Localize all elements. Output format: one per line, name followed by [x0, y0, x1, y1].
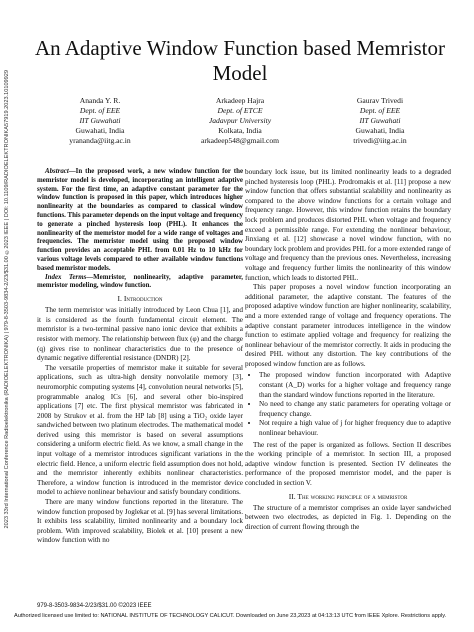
author-name: Arkadeep Hajra [215, 96, 265, 105]
author-city: Kolkata, India [218, 126, 262, 135]
paragraph: The rest of the paper is organized as follows. Section II describes the working principle of a memristor. In section III, a proposed adaptive window function is presented. Section IV delineates the performance of the proposed memristor model, and the paper is concluded in section V. [245, 440, 451, 487]
author-name: Gaurav Trivedi [356, 96, 404, 105]
left-column [37, 168, 243, 546]
author-institution: IIT Guwahati [79, 116, 121, 125]
author-city: Guwahati, India [355, 126, 405, 135]
paper-title: An Adaptive Window Function based Memristor Model [35, 36, 445, 85]
author-2 [180, 96, 300, 146]
author-email: trivedi@iitg.ac.in [353, 136, 407, 145]
list-item: • The proposed window function incorporated with Adaptive constant (A_D) works for a higher voltage and frequency range than the standard window functions reported in the literature. [259, 371, 451, 400]
abstract-text: —In the proposed work, a new window function for the memristor model is developed, incorporating an intelligent adaptive system. For the first time, an adaptive constant parameter for the window function is proposed in this paper, which introduces higher nonlinearity at the boundaries as compared to classical window functions. This parameter depends on the input voltage and frequency to generate a pinched hysteresis loop (PHL). It enhances the nonlinearity of the memristor model for a wide range of voltages and frequencies. The memristor model using the proposed window function provides an acceptable PHL from 0.01 Hz to 10 kHz for various voltage levels compared to other available window functions based memristor models. [37, 168, 243, 272]
author-city: Guwahati, India [75, 126, 125, 135]
author-institution: Jadavpur University [208, 116, 272, 125]
right-column [245, 168, 451, 532]
list-item: • No need to change any static parameters for operating voltage or frequency change. [259, 400, 451, 419]
paragraph: The structure of a memristor comprises an oxide layer sandwiched between two electrodes, as depicted in Fig. 1. Depending on the direction of current flowing through the [245, 503, 451, 531]
index-terms-text: —Memristor, nonlinearity, adaptive parameter, memristor modeling, window function. [37, 273, 243, 290]
author-1 [40, 96, 160, 146]
side-doi-text: 2023 33rd International Conference Radioelektronika (RADIOELEKTRONIKA) | 979-8-3503-9834-2/23/$31.00 ©2023 IEEE | DOI: 10.1109/RADIOELEKTRONIKA57919.2023.10109929 [4, 70, 10, 529]
abstract [37, 168, 243, 274]
author-name: Ananda Y. R. [79, 96, 121, 105]
footer-isbn: 979-8-3503-9834-2/23/$31.00 ©2023 IEEE [37, 603, 152, 609]
side-doi-strip [3, 70, 11, 590]
author-email: arkadeep548@gmail.com [200, 136, 280, 145]
author-institution: IIT Guwahati [359, 116, 401, 125]
author-dept: Dept. of EEE [359, 106, 401, 115]
paragraph: This paper proposes a novel window function incorporating an additional parameter, the adaptive constant. The features of the proposed adaptive window function are higher nonlinearity, scalability, and a more extended range of voltage and frequency operations. The adaptive constant parameter introduces intelligence in the window function to estimate applied voltage and frequency for realizing the nonlinear behaviour of the memristor correctly. It aids in producing the desired PHL without any distortion. The key contributions of the proposed window function are as follows. [245, 283, 451, 368]
contributions-list [245, 371, 451, 438]
footer-authorized-use: Authorized licensed use limited to: NATIONAL INSTITUTE OF TECHNOLOGY CALICUT. Downloaded on June 23,2023 at 04:13:13 UTC from IEEE Xplore. Restrictions apply. [14, 613, 447, 619]
author-dept: Dept. of ETCE [217, 106, 263, 115]
index-terms-label: Index Terms [45, 273, 87, 281]
list-item: • Not require a high value of j for higher frequency due to adaptive nonlinear behaviour. [259, 419, 451, 438]
paragraph: There are many window functions reported in the literature. The window function proposed by Joglekar et al. [9] has several limitations. It exhibits less scalability, limited nonlinearity and a boundary lock problem. With improved scalability, Biolek et al. [10] present a new window function with no [37, 498, 243, 545]
paragraph: The term memristor was initially introduced by Leon Chua [1], and it is considered as the fourth fundamental circuit element. The memristor is a two-terminal passive nano ionic device that exhibits a resistor with memory. The relationship between flux (φ) and the charge (q) gives rise to nonlinear characteristics due to the presence of dynamic negative differential resistance (DNDR) [2]. [37, 306, 243, 363]
author-block [40, 96, 440, 146]
author-3 [320, 96, 440, 146]
author-dept: Dept. of EEE [79, 106, 121, 115]
section-heading-working-principle: II. The working principle of a memristor [288, 491, 408, 501]
section-heading-introduction: I. Introduction [117, 294, 163, 304]
paragraph: boundary lock issue, but its limited nonlinearity leads to a degraded pinched hysteresis loop (PHL). Prodromakis et al. [11] propose a new window function that offers substantial scalability and nonlinearity as compared to the above window functions for a certain voltage and frequency range. However, this window function retains the boundary lock problem and produces distorted PHL when voltage and frequency exceed a permissible range. For extending the nonlinear behaviour, Jinxiang et al. [12] showcase a novel window function, with no boundary lock problem and provides PHL for a more extended range of voltage and frequency than the previous ones. Nevertheless, increasing voltage and frequency further limits the nonlinearity of this window function, which leads to distorted PHL. [245, 168, 451, 282]
index-terms [37, 274, 243, 292]
author-email: yrananda@iitg.ac.in [69, 136, 131, 145]
abstract-label: Abstract [45, 168, 69, 175]
paragraph: The versatile properties of memristor make it suitable for several applications, such as ultra-high density nonvolatile memory [3], neuromorphic computing systems [4], convolution neural networks [5], programmable analog ICs [6], and several other bio-inspired applications [7] etc. The first physical memristor was fabricated in 2008 by Strukov et al. from the HP lab [8] using a TiO₂ oxide layer sandwiched between two platinum electrodes. The mathematical model derived using this memristor is based on several assumptions considering a uniform electric field. As we know, a small change in the input voltage of a memristor introduces significant variations in the electric field. Hence, a uniform electric field assumption does not hold, and the memristor inherently exhibits nonlinear characteristics. Therefore, a window function is introduced in the memristor device model to achieve nonlinear behaviour and satisfy boundary conditions. [37, 363, 243, 497]
